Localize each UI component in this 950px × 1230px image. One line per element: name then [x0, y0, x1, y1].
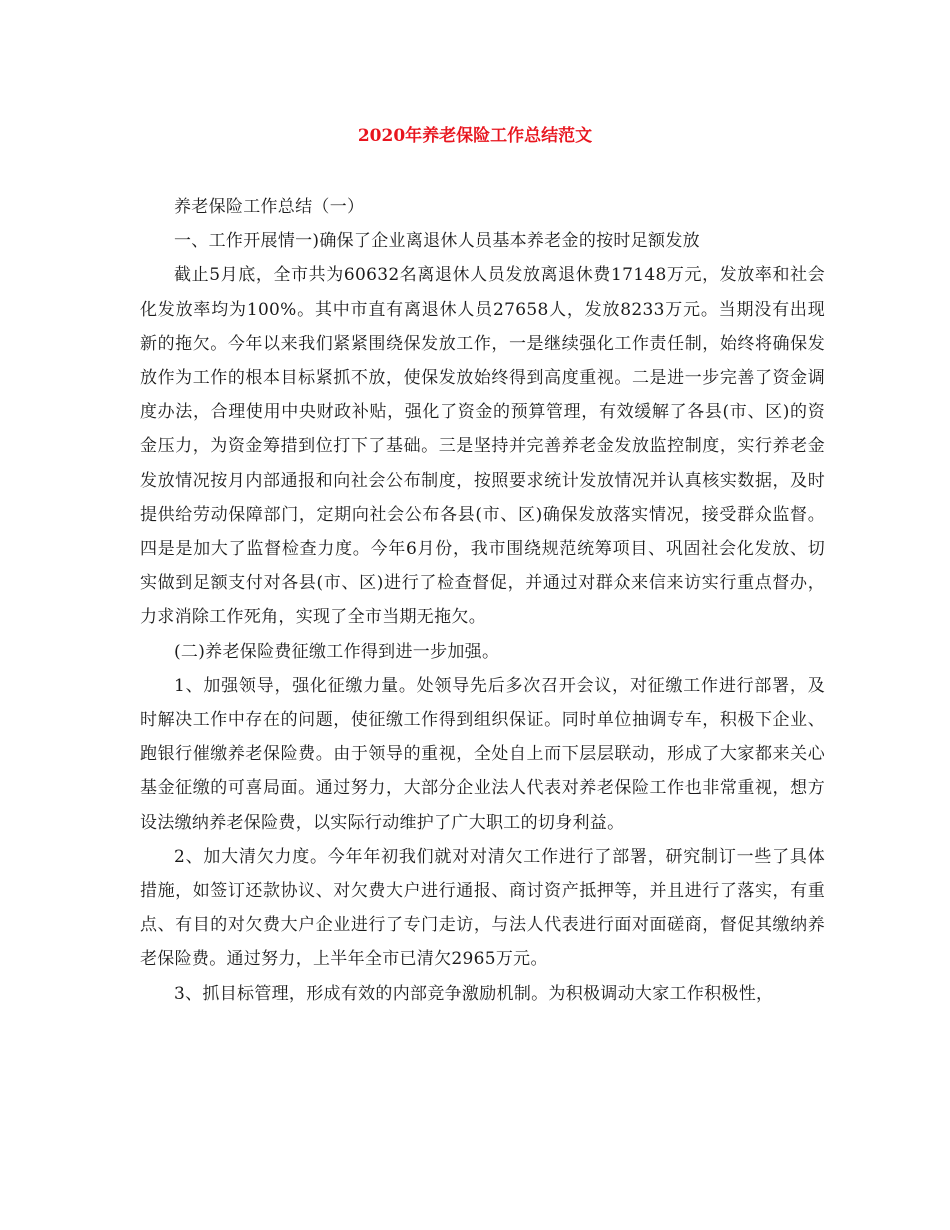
document-body: [140, 190, 825, 1011]
body-paragraph: 3、抓目标管理，形成有效的内部竞争激励机制。为积极调动大家工作积极性，: [174, 983, 774, 1004]
body-paragraph: 2、加大清欠力度。今年年初我们就对对清欠工作进行了部署，研究制订一些了具体措施，如签订还款协议、对欠费大户进行通报、商讨资产抵押等，并且进行了落实，有重点、有目的对欠费大户企业进行了专门走访，与法人代表进行面对面磋商，督促其缴纳养老保险费。通过努力，上半年全市已清欠2965万元。: [140, 846, 825, 970]
document-title: 2020年养老保险工作总结范文: [357, 126, 593, 146]
body-paragraph: 1、加强领导，强化征缴力量。处领导先后多次召开会议，对征缴工作进行部署，及时解决工作中存在的问题，使征缴工作得到组织保证。同时单位抽调专车，积极下企业、跑银行催缴养老保险费。由于领导的重视，全处自上而下层层联动，形成了大家都来关心基金征缴的可喜局面。通过努力，大部分企业法人代表对养老保险工作也非常重视，想方设法缴纳养老保险费，以实际行动维护了广大职工的切身利益。: [140, 675, 825, 833]
body-paragraph: 截止5月底，全市共为60632名离退休人员发放离退休费17148万元，发放率和社会化发放率均为100%。其中市直有离退休人员27658人，发放8233万元。当期没有出现新的拖欠。今年以来我们紧紧围绕保发放工作，一是继续强化工作责任制，始终将确保发放作为工作的根本目标紧抓不放，使保发放始终得到高度重视。二是进一步完善了资金调度办法，合理使用中央财政补贴，强化了资金的预算管理，有效缓解了各县(市、区)的资金压力，为资金筹措到位打下了基础。三是坚持并完善养老金发放监控制度，实行养老金发放情况按月内部通报和向社会公布制度，按照要求统计发放情况并认真核实数据，及时提供给劳动保障部门，定期向社会公布各县(市、区)确保发放落实情况，接受群众监督。四是是加大了监督检查力度。今年6月份，我市围绕规范统筹项目、巩固社会化发放、切实做到足额支付对各县(市、区)进行了检查督促，并通过对群众来信来访实行重点督办，力求消除工作死角，实现了全市当期无拖欠。: [140, 265, 825, 628]
subsection-heading: 一、工作开展情一)确保了企业离退休人员基本养老金的按时足额发放: [174, 231, 700, 252]
section-heading: 养老保险工作总结（一）: [174, 197, 365, 217]
subsection-heading: (二)养老保险费征缴工作得到进一步加强。: [174, 641, 500, 662]
